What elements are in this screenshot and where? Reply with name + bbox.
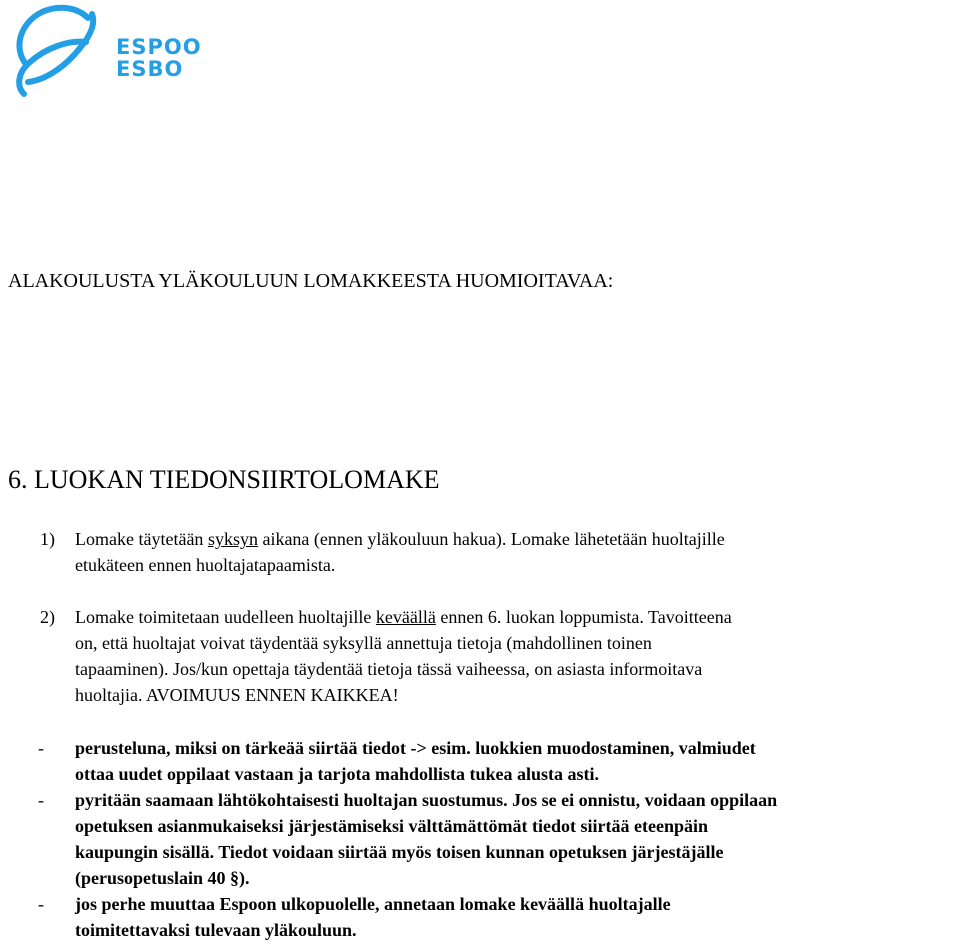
bullet-line: toimitettavaksi tulevaan yläkouluun. (75, 920, 357, 940)
logo-line-espoo: ESPOO (116, 35, 202, 59)
bullet-item-3 (0, 891, 960, 943)
item-line: huoltajia. AVOIMUUS ENNEN KAIKKEA! (75, 685, 399, 705)
underlined-word: syksyn (207, 529, 258, 549)
item-line: Lomake toimitetaan uudelleen huoltajille keväällä ennen 6. luokan loppumista. Tavoitteena (75, 607, 732, 627)
logo-line-esbo: ESBO (116, 57, 184, 81)
bullet-line: jos perhe muuttaa Espoon ulkopuolelle, annetaan lomake keväällä huoltajalle (75, 894, 671, 914)
numbered-item-1 (0, 526, 960, 578)
bullet-line: (perusopetuslain 40 §). (75, 868, 250, 888)
bullet-dash: - (38, 894, 44, 914)
section-heading: ALAKOULUSTA YLÄKOULUUN LOMAKKEESTA HUOMIOITAVAA: (8, 270, 614, 292)
underlined-word: keväällä (375, 607, 436, 627)
item-number: 2) (40, 607, 55, 627)
bullet-dash: - (38, 738, 44, 758)
bullet-line: ottaa uudet oppilaat vastaan ja tarjota mahdollista tukea alusta asti. (75, 764, 600, 784)
form-title: 6. LUOKAN TIEDONSIIRTOLOMAKE (8, 465, 440, 494)
item-line: on, että huoltajat voivat täydentää syksyllä annettuja tietoja (mahdollinen toinen (75, 633, 652, 653)
bullet-line: kaupungin sisällä. Tiedot voidaan siirtää myös toisen kunnan opetuksen järjestäjälle (75, 842, 724, 862)
numbered-item-2 (0, 604, 960, 708)
espoo-logo (6, 2, 206, 98)
bullet-line: pyritään saamaan lähtökohtaisesti huoltajan suostumus. Jos se ei onnistu, voidaan oppilaan (75, 790, 778, 810)
item-line: etukäteen ennen huoltajatapaamista. (75, 555, 336, 575)
item-line: tapaaminen). Jos/kun opettaja täydentää tietoja tässä vaiheessa, on asiasta informoitava (75, 659, 703, 679)
bullet-item-2 (0, 787, 960, 891)
bullet-item-1 (0, 735, 960, 787)
item-number: 1) (40, 529, 55, 549)
espoo-logo-text (116, 36, 202, 80)
bullet-dash: - (38, 790, 44, 810)
bullet-list (0, 735, 960, 943)
item-line: Lomake täytetään syksyn aikana (ennen yläkouluun hakua). Lomake lähetetään huoltajille (75, 529, 725, 549)
espoo-logo-mark-icon (6, 2, 106, 98)
bullet-line: opetuksen asianmukaiseksi järjestämiseksi välttämättömät tiedot siirtää eteenpäin (75, 816, 708, 836)
bullet-line: perusteluna, miksi on tärkeää siirtää tiedot -> esim. luokkien muodostaminen, valmiudet (75, 738, 756, 758)
